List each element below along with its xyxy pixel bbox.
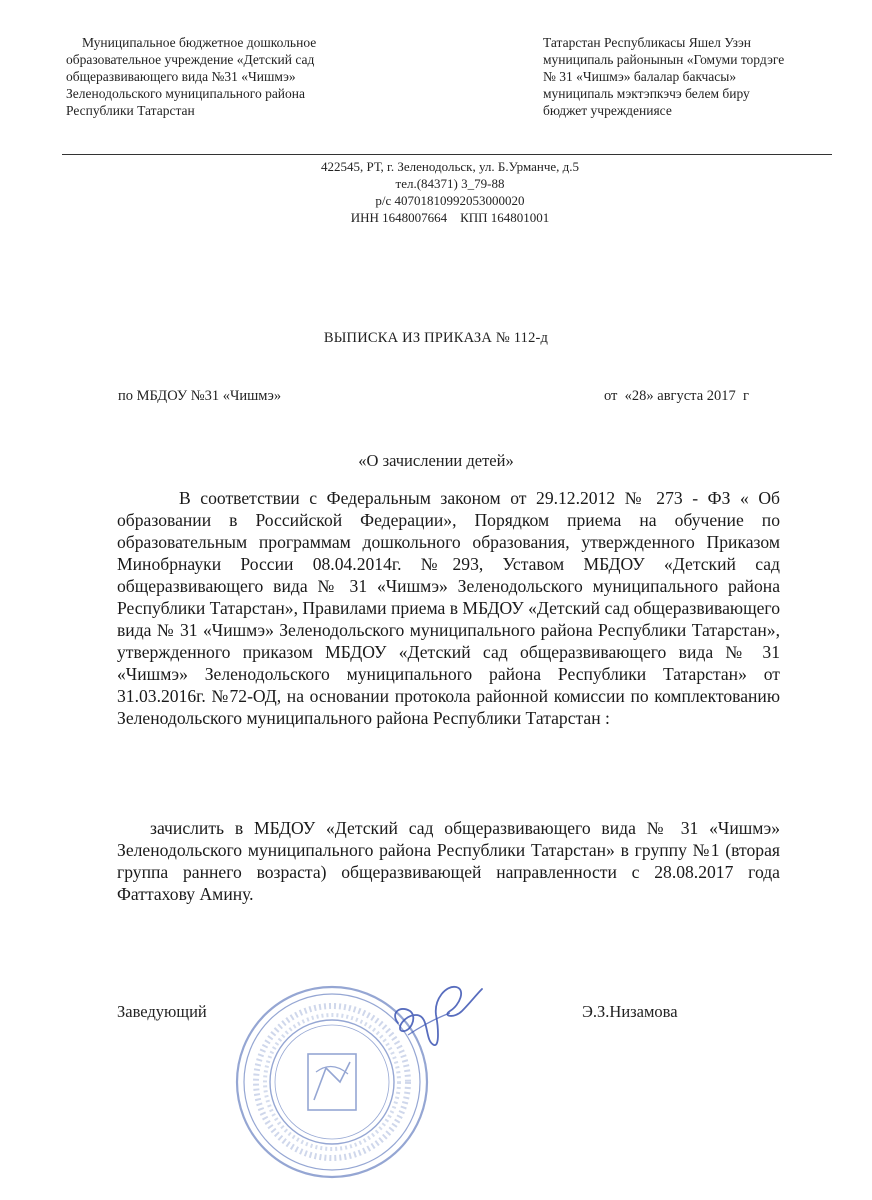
document-date: от «28» августа 2017 г <box>604 388 749 404</box>
header-right-block <box>543 34 853 119</box>
header-left-line: общеразвивающего вида №31 «Чишмэ» <box>66 69 296 84</box>
header-right-line: бюджет учреждениясе <box>543 103 672 118</box>
header-divider <box>62 154 832 155</box>
preamble-text: В соответствии с Федеральным законом от 29.12.2012 № 273 - ФЗ « Об образовании в Российской Федерации», Порядком приема на обучение по образовательным программам дошкольного образования, утвержденного Приказом Минобрнауки России 08.04.2014г. №293, Уставом МБДОУ «Детский сад общеразвивающего вида № 31 «Чишмэ» Зеленодольского муниципального района Республики Татарстан», Правилами приема в МБДОУ «Детский сад общеразвивающего вида № 31 «Чишмэ» Зеленодольского муниципального района Республики Татарстан», утвержденного приказом МБДОУ «Детский сад общеразвивающего вида № 31 «Чишмэ» Зеленодольского муниципального района Республики Татарстан» от 31.03.2016г. №72-ОД, на основании протокола районной комиссии по комплектованию Зеленодольского муниципального района Республики Татарстан : <box>117 488 780 728</box>
header-left-line: Зеленодольского муниципального района <box>66 86 305 101</box>
header-left-line: Республики Татарстан <box>66 103 195 118</box>
header-right-line: № 31 «Чишмэ» балалар бакчасы» <box>543 69 737 84</box>
header-left-block <box>66 34 396 119</box>
address-block <box>200 158 700 226</box>
header-left-line: Муниципальное бюджетное дошкольное <box>82 35 317 50</box>
preamble-paragraph <box>117 487 780 729</box>
document-title: ВЫПИСКА ИЗ ПРИКАЗА № 112-д <box>323 330 549 346</box>
organization-reference: по МБДОУ №31 «Чишмэ» <box>118 388 282 404</box>
signatory-name: Э.З.Низамова <box>582 1002 678 1021</box>
signatory-role: Заведующий <box>117 1002 207 1021</box>
header-right-line: Татарстан Республикасы Яшел Узэн <box>543 35 751 50</box>
document-subject: «О зачислении детей» <box>358 451 514 470</box>
order-paragraph <box>117 817 780 905</box>
handwritten-signature <box>380 975 490 1055</box>
header-right-line: муниципаль мэктэпкэчэ белем биру <box>543 86 750 101</box>
phone-line: тел.(84371) 3_79-88 <box>395 176 505 191</box>
address-line: 422545, РТ, г. Зеленодольск, ул. Б.Урманче, д.5 <box>321 159 579 174</box>
header-left-line: образовательное учреждение «Детский сад <box>66 52 315 67</box>
account-line: р/с 40701810992053000020 <box>375 193 525 208</box>
tax-id-line: ИНН 1648007664 КПП 164801001 <box>350 210 550 225</box>
header-right-line: муниципаль районынын «Гомуми тордэге <box>543 52 785 67</box>
order-text: зачислить в МБДОУ «Детский сад общеразвивающего вида № 31 «Чишмэ» Зеленодольского муниципального района Республики Татарстан» в группу №1 (вторая группа раннего возраста) общеразвивающей направленности с 28.08.2017 года Фаттахову Амину. <box>117 818 780 904</box>
